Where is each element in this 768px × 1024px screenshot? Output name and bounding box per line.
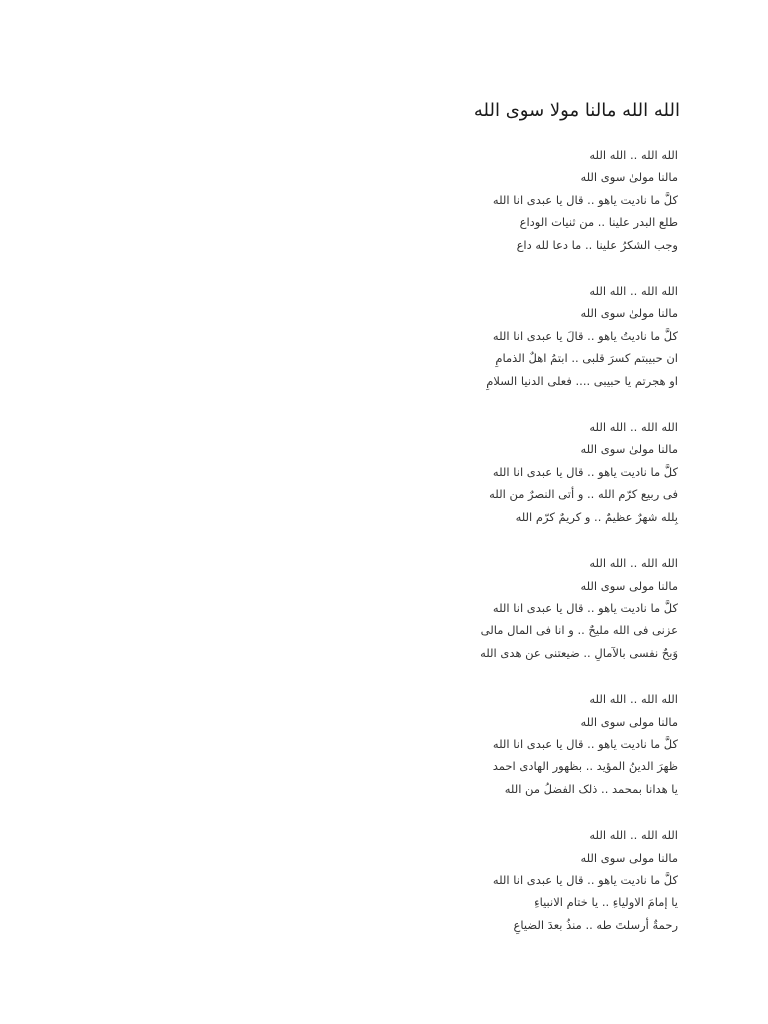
poem-line: كلَّ ما نادیت یاهو .. قال یا عبدی انا الله [492,600,678,615]
poem-line: مالنا مولی سوی الله [580,714,678,729]
stanza [258,552,678,664]
poem-body [258,144,678,960]
poem-line: بِلله شهرٌ عظیمٌ .. و کریمٌ کرّم الله [515,509,678,524]
poem-line: مالنا مولی سوی الله [580,578,678,593]
poem-line: او هجرتم یا حبیبی .... فعلی الدنیا السلامِ [486,373,678,388]
poem-line: عزنی فی الله ملیحٌ .. و انا فی المال مالی [480,623,678,638]
poem-line: الله الله .. الله الله [589,692,678,707]
poem-line: الله الله .. الله الله [589,148,678,162]
poem-line: مالنا مولىٰ سوى الله [580,306,678,321]
poem-line: ظهرَ الدینُ المؤید .. بظهور الهادی احمد [492,759,678,774]
stanza [258,416,678,528]
poem-line: مالنا مولىٰ سوى الله [580,170,678,185]
poem-line: وَبحٌ نفسی بالآمالِ .. ضیعتنی عن هدی الله [480,645,678,660]
poem-line: كلَّ ما نادیت یاهو .. قال یا عبدی انا الله [492,872,678,887]
poem-line: مالنا مولی سوی الله [580,850,678,865]
stanza [258,688,678,800]
poem-line: الله الله .. الله الله [589,284,678,299]
poem-line: طلع البدر علینا .. من ثنیات الوداع [519,215,678,230]
poem-line: رحمةٌ أرسلتَ طه .. منذُ بعدَ الضیاعِ [513,917,678,932]
stanza [258,280,678,392]
stanza [258,824,678,936]
poem-line: یا إمامَ الاولیاءِ .. یا ختام الانبیاءِ [534,895,678,910]
poem-line: كلَّ ما نادیت یاهو .. قال یا عبدی انا الله [492,464,678,479]
poem-line: الله الله .. الله الله [589,556,678,571]
poem-line: مالنا مولىٰ سوى الله [580,442,678,457]
poem-line: كلَّ ما نادیت یاهو .. قال یا عبدی انا الله [492,192,678,207]
stanza [258,144,678,256]
poem-title: الله الله مالنا مولا سوى الله [473,100,680,121]
poem-line: یا هدانا بمحمد .. ذلک الفضلُ من الله [504,781,678,796]
poem-line: الله الله .. الله الله [589,420,678,435]
poem-line: الله الله .. الله الله [589,828,678,843]
poem-line: وجب الشکرُ علینا .. ما دعا لله داع [516,237,678,252]
poem-line: فی ربیع کرّم الله .. و أتی النصرٌ من الله [489,487,678,502]
poem-line: ان حبیبتم کسرَ قلبی .. ابتمُ اهلٌ الذمامِ [495,351,678,366]
poem-line: كلَّ ما نادیتُ یاهو .. قالَ یا عبدی انا الله [492,328,678,343]
poem-line: كلَّ ما نادیت یاهو .. قال یا عبدی انا الله [492,736,678,751]
